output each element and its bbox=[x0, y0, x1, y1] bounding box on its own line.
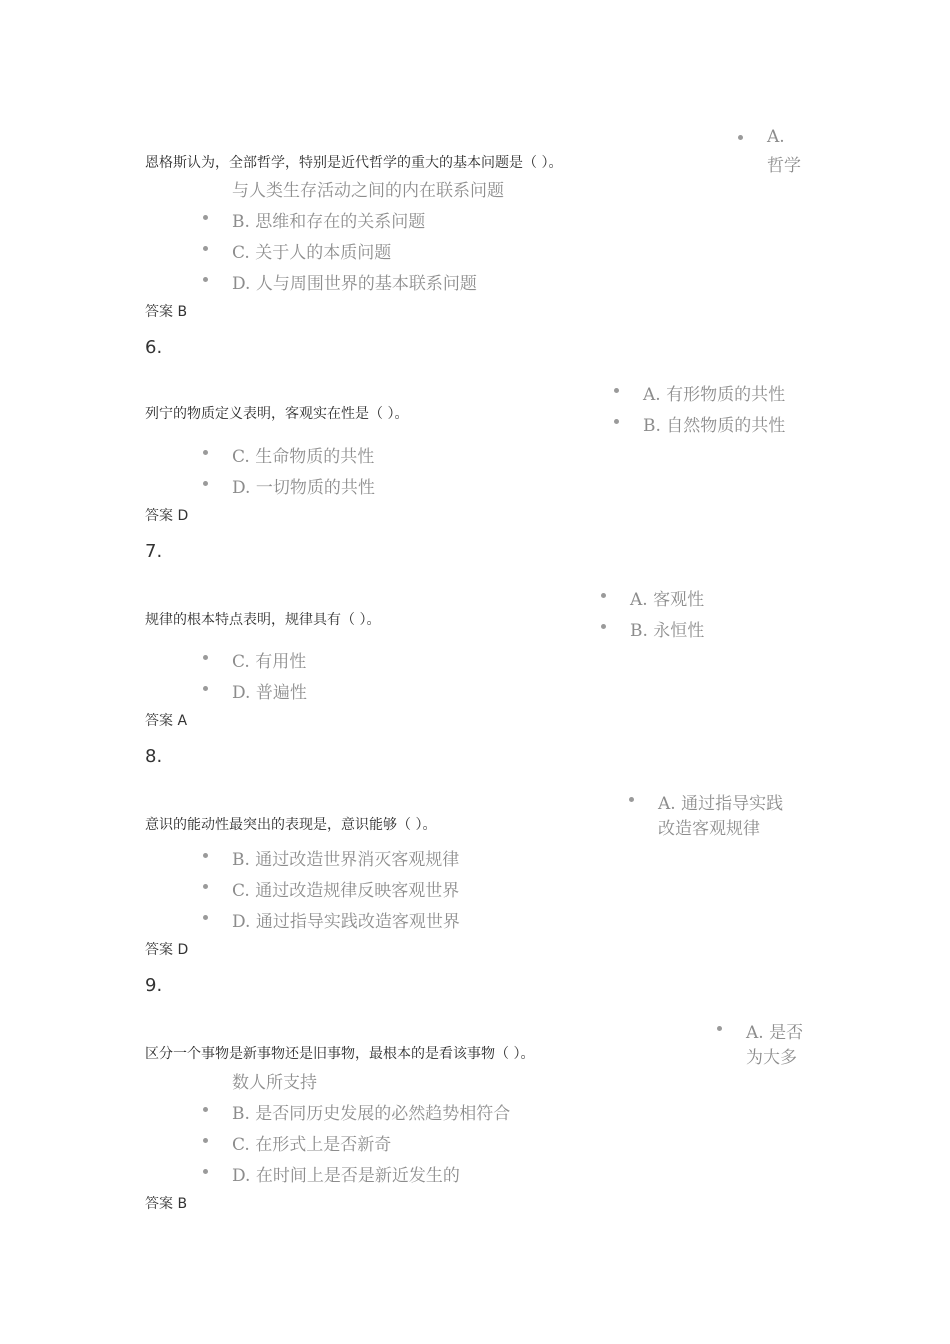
q8-option-a-line1: A. 通过指导实践 bbox=[658, 794, 784, 814]
q5-option-a-line3: 与人类生存活动之间的内在联系问题 bbox=[232, 181, 504, 201]
bullet-icon bbox=[629, 797, 634, 802]
q6-number: 6. bbox=[145, 337, 163, 358]
bullet-icon bbox=[203, 1138, 208, 1143]
q8-option-d: D. 通过指导实践改造客观世界 bbox=[232, 912, 460, 932]
q9-option-a-line2: 为大多 bbox=[746, 1048, 797, 1068]
bullet-icon bbox=[203, 655, 208, 660]
bullet-icon bbox=[203, 915, 208, 920]
bullet-icon bbox=[203, 1107, 208, 1112]
q7-number: 7. bbox=[145, 541, 163, 562]
q9-stem: 区分一个事物是新事物还是旧事物，最根本的是看该事物（ ）。 bbox=[145, 1046, 535, 1062]
bullet-icon bbox=[601, 593, 606, 598]
q9-option-a-line1: A. 是否 bbox=[746, 1023, 804, 1043]
bullet-icon bbox=[738, 135, 743, 140]
q5-stem: 恩格斯认为，全部哲学，特别是近代哲学的重大的基本问题是（ ）。 bbox=[145, 155, 563, 171]
q6-stem: 列宁的物质定义表明，客观实在性是（ ）。 bbox=[145, 406, 409, 422]
bullet-icon bbox=[203, 246, 208, 251]
q7-option-b: B. 永恒性 bbox=[630, 621, 705, 641]
q8-option-b: B. 通过改造世界消灭客观规律 bbox=[232, 850, 460, 870]
q5-option-a-line1: A. bbox=[767, 127, 785, 147]
q5-option-b: B. 思维和存在的关系问题 bbox=[232, 212, 426, 232]
q8-option-c: C. 通过改造规律反映客观世界 bbox=[232, 881, 460, 901]
q9-option-a-line3: 数人所支持 bbox=[232, 1073, 317, 1093]
q5-option-a-line2: 哲学 bbox=[767, 156, 801, 176]
q7-stem: 规律的根本特点表明，规律具有（ ）。 bbox=[145, 612, 381, 628]
q6-option-c: C. 生命物质的共性 bbox=[232, 447, 375, 467]
q8-stem: 意识的能动性最突出的表现是，意识能够（ ）。 bbox=[145, 817, 437, 833]
bullet-icon bbox=[203, 277, 208, 282]
q7-option-d: D. 普遍性 bbox=[232, 683, 307, 703]
bullet-icon bbox=[203, 481, 208, 486]
q8-option-a-line2: 改造客观规律 bbox=[658, 819, 760, 839]
q7-answer: 答案 A bbox=[145, 713, 188, 729]
q7-option-a: A. 客观性 bbox=[630, 590, 705, 610]
bullet-icon bbox=[717, 1026, 722, 1031]
q6-answer: 答案 D bbox=[145, 508, 189, 524]
q5-answer: 答案 B bbox=[145, 304, 188, 320]
q9-option-c: C. 在形式上是否新奇 bbox=[232, 1135, 392, 1155]
q6-option-b: B. 自然物质的共性 bbox=[643, 416, 786, 436]
bullet-icon bbox=[614, 419, 619, 424]
bullet-icon bbox=[203, 884, 208, 889]
q7-option-c: C. 有用性 bbox=[232, 652, 307, 672]
q6-option-a: A. 有形物质的共性 bbox=[643, 385, 786, 405]
bullet-icon bbox=[601, 624, 606, 629]
q9-option-d: D. 在时间上是否是新近发生的 bbox=[232, 1166, 460, 1186]
q9-number: 9. bbox=[145, 975, 163, 996]
bullet-icon bbox=[203, 215, 208, 220]
bullet-icon bbox=[203, 1169, 208, 1174]
bullet-icon bbox=[203, 686, 208, 691]
q8-number: 8. bbox=[145, 746, 163, 767]
q9-answer: 答案 B bbox=[145, 1196, 188, 1212]
q8-answer: 答案 D bbox=[145, 942, 189, 958]
q5-option-c: C. 关于人的本质问题 bbox=[232, 243, 392, 263]
q9-option-b: B. 是否同历史发展的必然趋势相符合 bbox=[232, 1104, 511, 1124]
q5-option-d: D. 人与周围世界的基本联系问题 bbox=[232, 274, 477, 294]
bullet-icon bbox=[203, 450, 208, 455]
bullet-icon bbox=[614, 388, 619, 393]
q6-option-d: D. 一切物质的共性 bbox=[232, 478, 375, 498]
bullet-icon bbox=[203, 853, 208, 858]
